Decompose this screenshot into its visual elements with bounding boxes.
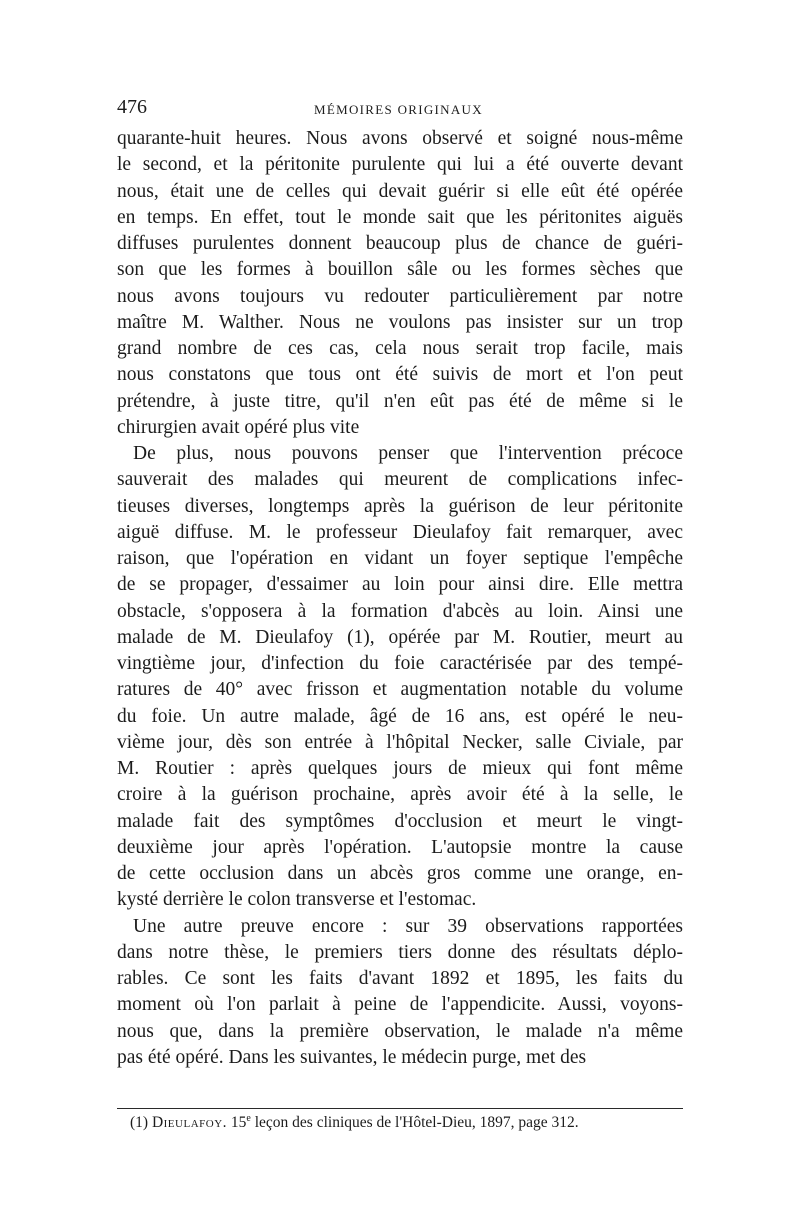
page-header (117, 96, 683, 124)
text-line: M. Routier : après quelques jours de mieux qui font même (117, 758, 683, 779)
text-line: nous avons toujours vu redouter particulièrement par notre (117, 285, 683, 307)
text-line: sauverait des malades qui meurent de complications infec- (117, 469, 683, 491)
text-line: diffuses purulentes donnent beaucoup plus de chance de guéri- (117, 233, 683, 254)
footnote-lecture-number: 15 (230, 1114, 247, 1131)
footnote-superscript: e (246, 1113, 251, 1124)
text-line: De plus, nous pouvons penser que l'intervention précoce (133, 443, 683, 464)
text-line: du foie. Un autre malade, âgé de 16 ans, est opéré le neu- (117, 705, 683, 727)
footnote-marker: (1) (130, 1114, 149, 1131)
text-line: prétendre, à juste titre, qu'il n'en eût pas été de même si le (117, 390, 683, 412)
footnote-reference: leçon des cliniques de l'Hôtel-Dieu, 1897, page 312. (254, 1114, 579, 1131)
footnote (130, 1114, 683, 1132)
text-line: raison, que l'opération en vidant un foyer septique l'empêche (117, 548, 683, 569)
paragraph (117, 126, 683, 441)
text-line: vième jour, dès son entrée à l'hôpital Necker, salle Civiale, par (117, 731, 683, 753)
text-line: kysté derrière le colon transverse et l'estomac. (117, 889, 477, 911)
footnote-rule (117, 1108, 683, 1109)
text-line: son que les formes à bouillon sâle ou les formes sèches que (117, 259, 683, 281)
text-line: tieuses diverses, longtemps après la guérison de leur péritonite (117, 495, 683, 517)
page-number: 476 (117, 96, 147, 118)
text-line: nous constatons que tous ont été suivis de mort et l'on peut (117, 364, 683, 386)
text-line: croire à la guérison prochaine, après avoir été à la selle, le (117, 784, 683, 806)
text-line: rables. Ce sont les faits d'avant 1892 et 1895, les faits du (117, 968, 683, 989)
text-line: maître M. Walther. Nous ne voulons pas insister sur un trop (117, 311, 683, 333)
text-line: nous, était une de celles qui devait guérir si elle eût été opérée (117, 180, 683, 202)
text-line: pas été opéré. Dans les suivantes, le médecin purge, met des (117, 1046, 587, 1068)
running-head: MÉMOIRES ORIGINAUX (314, 102, 483, 117)
text-line: le second, et la péritonite purulente qui lui a été ouverte devant (117, 154, 683, 176)
text-line: ratures de 40° avec frisson et augmentation notable du volume (117, 679, 683, 701)
text-line: dans notre thèse, le premiers tiers donne des résultats déplo- (117, 941, 683, 963)
text-line: de se propager, d'essaimer au loin pour ainsi dire. Elle mettra (117, 574, 683, 596)
text-line: de cette occlusion dans un abcès gros comme une orange, en- (117, 863, 683, 884)
text-line: vingtième jour, d'infection du foie caractérisée par des tempé- (117, 653, 683, 674)
text-line: nous que, dans la première observation, le malade n'a même (117, 1020, 683, 1042)
footnote-author: Dieulafoy. (151, 1114, 228, 1131)
text-line: quarante-huit heures. Nous avons observé et soigné nous-même (117, 128, 683, 149)
paragraph (117, 441, 683, 914)
text-line: malade fait des symptômes d'occlusion et meurt le vingt- (117, 810, 683, 832)
text-line: moment où l'on parlait à peine de l'appendicite. Aussi, voyons- (117, 994, 683, 1016)
text-line: malade de M. Dieulafoy (1), opérée par M. Routier, meurt au (117, 626, 683, 648)
text-line: en temps. En effet, tout le monde sait que les péritonites aiguës (117, 206, 683, 228)
text-line: Une autre preuve encore : sur 39 observations rapportées (133, 915, 683, 937)
text-line: aiguë diffuse. M. le professeur Dieulafoy fait remarquer, avec (117, 521, 683, 543)
paragraph (117, 914, 683, 1072)
text-line: deuxième jour après l'opération. L'autopsie montre la cause (117, 836, 683, 858)
text-line: obstacle, s'opposera à la formation d'abcès au loin. Ainsi une (117, 600, 683, 622)
body-text (117, 126, 683, 1071)
text-line: chirurgien avait opéré plus vite (117, 416, 360, 438)
text-line: grand nombre de ces cas, cela nous serait trop facile, mais (117, 338, 683, 359)
